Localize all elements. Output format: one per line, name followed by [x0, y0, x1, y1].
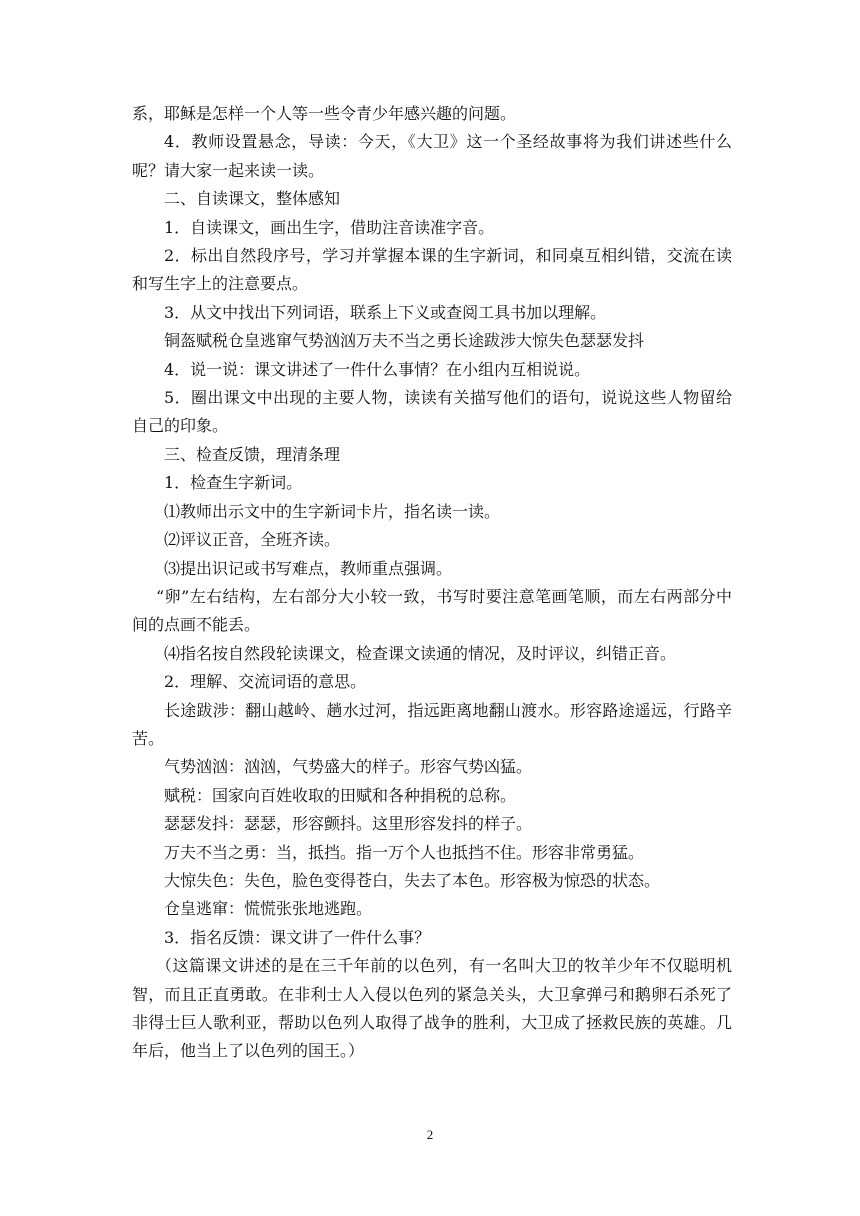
definition: 赋税：国家向百姓收取的田赋和各种捐税的总称。: [164, 785, 517, 805]
definition: 瑟瑟发抖：瑟瑟，形容颤抖。这里形容发抖的样子。: [164, 814, 533, 834]
paragraph: 4．教师设置悬念，导读：今天，《大卫》这一个圣经故事将为我们讲述些什么呢？请大家一起来读一读。: [132, 132, 732, 180]
paragraph: （这篇课文讲述的是在三千年前的以色列，有一名叫大卫的牧羊少年不仅聪明机智，而且正直勇敢。在非利士人入侵以色列的紧急关头，大卫拿弹弓和鹅卵石杀死了非得士巨人歌利亚，帮助以色列人取得了战争的胜利，大卫成了拯救民族的英雄。几年后，他当上了以色列的国王。）: [132, 956, 732, 1061]
paragraph: ⑵评议正音，全班齐读。: [164, 530, 341, 550]
paragraph: 1．检查生字新词。: [164, 473, 303, 493]
paragraph: 4．说一说：课文讲述了一件什么事情？在小组内互相说说。: [164, 359, 591, 379]
definition: 仓皇逃窜：慌慌张张地逃跑。: [164, 899, 373, 919]
paragraph: 5．圈出课文中出现的主要人物，读读有关描写他们的语句，说说这些人物留给自己的印象。: [132, 388, 732, 436]
definition: 大惊失色：失色，脸色变得苍白，失去了本色。形容极为惊恐的状态。: [164, 870, 661, 890]
paragraph: ⑶提出识记或书写难点，教师重点强调。: [164, 558, 453, 578]
definition: 长途跋涉：翻山越岭、趟水过河，指远距离地翻山渡水。形容路途遥远，行路辛苦。: [132, 700, 732, 748]
paragraph: 2．标出自然段序号，学习并掌握本课的生字新词，和同桌互相纠错，交流在读和写生字上的注意要点。: [132, 246, 732, 294]
paragraph: “卵”左右结构，左右部分大小较一致，书写时要注意笔画笔顺，而左右两部分中间的点画不能丢。: [132, 586, 732, 635]
paragraph: 1．自读课文，画出生字，借助注音读准字音。: [164, 217, 495, 237]
definition: 气势汹汹：汹汹，气势盛大的样子。形容气势凶猛。: [164, 757, 533, 777]
section-heading: 三、检查反馈，理清条理: [164, 444, 341, 464]
section-heading: 二、自读课文，整体感知: [164, 189, 341, 209]
page-body: [132, 100, 732, 1066]
vocabulary-list: 铜盔赋税仓皇逃窜气势汹汹万夫不当之勇长途跋涉大惊失色瑟瑟发抖: [164, 331, 645, 351]
paragraph: 系，耶稣是怎样一个人等一些令青少年感兴趣的问题。: [132, 104, 517, 123]
paragraph: 2．理解、交流词语的意思。: [164, 672, 367, 692]
definition: 万夫不当之勇：当，抵挡。指一万个人也抵挡不住。形容非常勇猛。: [164, 842, 645, 862]
paragraph: 3．从文中找出下列词语，联系上下义或查阅工具书加以理解。: [164, 302, 607, 322]
paragraph: ⑴教师出示文中的生字新词卡片，指名读一读。: [164, 501, 501, 521]
paragraph: ⑷指名按自然段轮读课文，检查课文读通的情况，及时评议，纠错正音。: [164, 643, 677, 663]
page-number: 2: [426, 1127, 434, 1142]
paragraph: 3．指名反馈：课文讲了一件什么事？: [164, 927, 431, 947]
